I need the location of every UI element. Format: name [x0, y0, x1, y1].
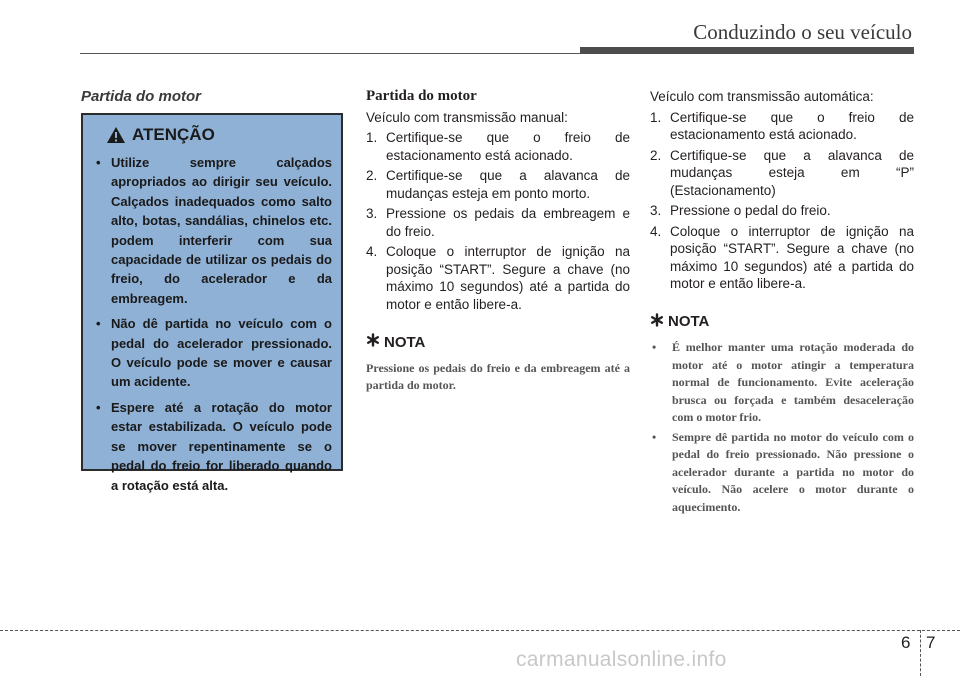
section-heading: Partida do motor	[81, 88, 202, 105]
step-item	[650, 223, 914, 293]
right-subtitle: Veículo com transmissão automática:	[650, 89, 874, 104]
step-number: 1.	[650, 109, 662, 125]
footer-rule	[0, 630, 960, 631]
middle-steps	[366, 129, 630, 313]
step-number: 3.	[366, 206, 378, 221]
middle-subtitle: Veículo com transmissão manual:	[366, 109, 568, 125]
middle-column	[366, 88, 630, 398]
asterisk-icon	[650, 313, 664, 332]
page-number: 7	[926, 633, 936, 652]
step-number: 4.	[650, 223, 662, 239]
middle-title: Partida do motor	[366, 88, 477, 104]
step-item	[366, 243, 630, 313]
step-number: 3.	[650, 203, 662, 218]
step-item	[650, 202, 914, 220]
right-column	[650, 88, 914, 518]
right-steps	[650, 109, 914, 293]
warning-box	[81, 113, 343, 493]
warning-item: • Utilize sempre calçados apropriados ao dirigir seu veículo. Calçados inadequados como salto alto, botas, sandálias, chinelos etc. podem interferir com sua capacidade de utilizar os pedais do freio, do acelerador e da embreagem.	[94, 153, 332, 308]
warning-triangle-icon	[106, 126, 126, 144]
nota-title-text: NOTA	[384, 333, 426, 351]
step-text: Certifique-se que a alavanca de mudanças esteja em ponto morto.	[386, 168, 630, 201]
warning-item: • Não dê partida no veículo com o pedal do acelerador pressionado. O veículo pode se mover e causar um acidente.	[94, 314, 332, 392]
step-text: Coloque o interruptor de ignição na posição “START”. Segure a chave (no máximo 10 segundos) até a partida do motor e então libere-a.	[670, 223, 914, 291]
header-bar	[580, 47, 914, 54]
nota-item: • É melhor manter uma rotação moderada do motor até o motor atingir a temperatura normal de funcionamento. Evite aceleração brusca ou forçada e também desaceleração com o motor frio.	[650, 339, 914, 427]
step-text: Pressione os pedais da embreagem e do freio.	[386, 206, 630, 239]
header-rule	[80, 53, 580, 54]
step-item	[366, 205, 630, 240]
footer-divider	[920, 630, 921, 676]
nota-item: • Sempre dê partida no motor do veículo com o pedal do freio pressionado. Não pressione o acelerador durante a partida no motor do veículo. Não acelere o motor durante o aquecimento.	[650, 429, 914, 517]
nota-title	[650, 313, 914, 332]
asterisk-icon	[366, 333, 380, 352]
nota-text: Pressione os pedais do freio e da embreagem até a partida do motor.	[366, 360, 630, 392]
watermark: carmanualsonline.info	[516, 648, 727, 671]
warning-title	[106, 125, 332, 145]
step-number: 4.	[366, 244, 378, 259]
step-text: Certifique-se que a alavanca de mudanças esteja em “P” (Estacionamento)	[670, 147, 914, 198]
nota-list	[650, 339, 914, 516]
warning-title-text: ATENÇÃO	[132, 125, 215, 144]
header-title: Conduzindo o seu veículo	[693, 20, 912, 44]
step-number: 2.	[366, 168, 378, 183]
nota-title	[366, 333, 630, 352]
step-text: Coloque o interruptor de ignição na posição “START”. Segure a chave (no máximo 10 segundos) até a partida do motor e então libere-a.	[386, 244, 630, 312]
warning-item: • Espere até a rotação do motor estar estabilizada. O veículo pode se mover repentinamente se o pedal do freio for liberado quando a rotação está alta.	[94, 398, 332, 495]
step-number: 1.	[366, 130, 378, 145]
warning-list	[94, 153, 332, 495]
step-item	[366, 129, 630, 164]
step-text: Pressione o pedal do freio.	[670, 203, 831, 218]
step-text: Certifique-se que o freio de estacionamento está acionado.	[670, 109, 914, 142]
step-item	[366, 167, 630, 202]
step-number: 2.	[650, 147, 662, 163]
step-item	[650, 147, 914, 200]
nota-title-text: NOTA	[668, 313, 710, 330]
step-text: Certifique-se que o freio de estacionamento está acionado.	[386, 130, 630, 163]
page-chapter: 6	[901, 633, 911, 652]
step-item	[650, 109, 914, 144]
